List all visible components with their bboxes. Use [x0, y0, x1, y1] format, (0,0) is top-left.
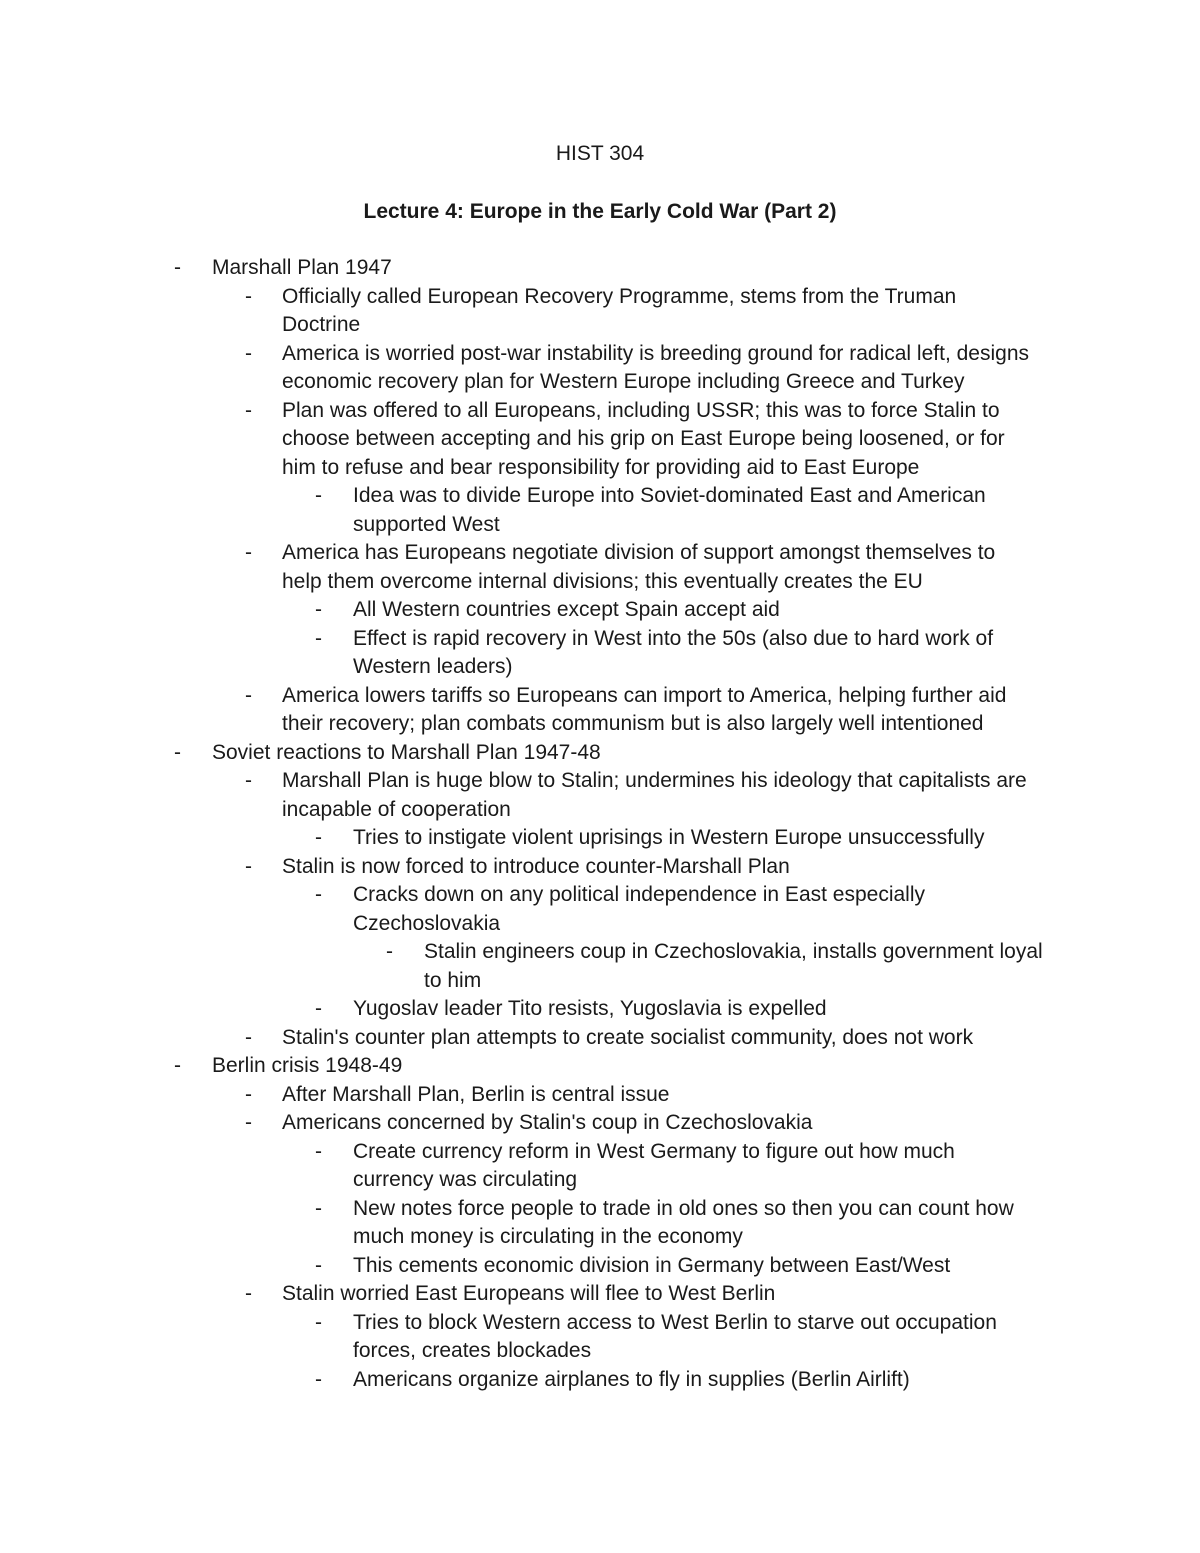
outline-text-line: choose between accepting and his grip on East Europe being loosened, or for	[282, 427, 1005, 450]
outline-item-text	[353, 1138, 1073, 1195]
outline-item-level-2	[0, 1109, 1200, 1138]
lecture-outline	[0, 254, 1200, 1394]
outline-item-text	[282, 853, 1072, 882]
bullet-dash: -	[174, 740, 181, 764]
bullet-dash: -	[245, 541, 252, 564]
outline-item-level-2	[0, 682, 1200, 739]
bullet-dash: -	[315, 1253, 322, 1277]
outline-text-line: Stalin engineers coup in Czechoslovakia, installs government loyal	[424, 940, 1043, 963]
outline-item-text	[353, 482, 1073, 539]
outline-item-text	[353, 881, 1073, 938]
outline-item-level-3	[0, 824, 1200, 853]
bullet-dash: -	[315, 484, 322, 507]
outline-text-line: incapable of cooperation	[282, 797, 511, 821]
bullet-dash: -	[315, 997, 322, 1020]
outline-item-level-2	[0, 1280, 1200, 1309]
outline-item-level-2	[0, 853, 1200, 882]
outline-text-line: Stalin is now forced to introduce counter-Marshall Plan	[282, 854, 790, 878]
bullet-dash: -	[174, 256, 181, 279]
outline-item-level-2	[0, 283, 1200, 340]
outline-text-line: Tries to block Western access to West Berlin to starve out occupation	[353, 1310, 997, 1334]
outline-text-line: Doctrine	[282, 313, 361, 336]
bullet-dash: -	[315, 1139, 322, 1163]
outline-item-level-2	[0, 397, 1200, 483]
outline-text-line: America lowers tariffs so Europeans can import to America, helping further aid	[282, 683, 1007, 707]
bullet-dash: -	[315, 1310, 322, 1334]
outline-item-text	[282, 397, 1072, 483]
outline-item-level-2	[0, 539, 1200, 596]
outline-item-level-3	[0, 1195, 1200, 1252]
outline-item-level-3	[0, 1309, 1200, 1366]
outline-text-line: Berlin crisis 1948-49	[212, 1054, 403, 1077]
outline-item-text	[353, 1366, 1073, 1395]
outline-item-text	[282, 1280, 1072, 1309]
bullet-dash: -	[174, 1054, 181, 1077]
outline-item-text	[282, 1024, 1072, 1053]
outline-item-level-3	[0, 1252, 1200, 1281]
outline-item-text	[353, 596, 1073, 625]
outline-item-text	[353, 824, 1073, 853]
outline-text-line: Cracks down on any political independence in East especially	[353, 883, 926, 906]
outline-item-level-3	[0, 596, 1200, 625]
outline-item-level-4	[0, 938, 1200, 995]
outline-text-line: supported West	[353, 512, 500, 536]
bullet-dash: -	[315, 1196, 322, 1220]
outline-item-text	[353, 995, 1073, 1024]
outline-item-text	[212, 254, 1072, 283]
outline-item-level-3	[0, 1366, 1200, 1395]
outline-text-line: their recovery; plan combats communism but is also largely well intentioned	[282, 712, 984, 735]
outline-item-text	[282, 340, 1072, 397]
bullet-dash: -	[245, 1025, 252, 1049]
outline-item-level-1	[0, 254, 1200, 283]
bullet-dash: -	[315, 626, 322, 650]
outline-text-line: Americans organize airplanes to fly in supplies (Berlin Airlift)	[353, 1367, 910, 1391]
bullet-dash: -	[315, 598, 322, 621]
outline-text-line: Stalin worried East Europeans will flee to West Berlin	[282, 1282, 776, 1305]
outline-item-text	[282, 1109, 1072, 1138]
outline-text-line: America is worried post-war instability is breeding ground for radical left, designs	[282, 341, 1029, 365]
outline-item-level-1	[0, 1052, 1200, 1081]
outline-text-line: currency was circulating	[353, 1168, 578, 1191]
bullet-dash: -	[315, 1367, 322, 1391]
bullet-dash: -	[315, 883, 322, 906]
bullet-dash: -	[245, 769, 252, 792]
outline-text-line: Marshall Plan 1947	[212, 256, 392, 279]
outline-item-text	[353, 1309, 1073, 1366]
outline-text-line: Yugoslav leader Tito resists, Yugoslavia is expelled	[353, 997, 827, 1020]
course-code: HIST 304	[555, 142, 645, 165]
outline-text-line: All Western countries except Spain accept aid	[353, 598, 780, 621]
bullet-dash: -	[245, 1082, 252, 1106]
outline-text-line: After Marshall Plan, Berlin is central issue	[282, 1082, 670, 1106]
outline-item-level-2	[0, 1024, 1200, 1053]
outline-text-line: to him	[424, 968, 482, 992]
outline-item-level-3	[0, 881, 1200, 938]
outline-item-text	[282, 767, 1072, 824]
bullet-dash: -	[245, 398, 252, 422]
outline-text-line: This cements economic division in Germany between East/West	[353, 1253, 951, 1277]
outline-item-level-2	[0, 340, 1200, 397]
outline-text-line: Western leaders)	[353, 655, 513, 678]
outline-item-text	[212, 1052, 1072, 1081]
outline-text-line: Idea was to divide Europe into Soviet-dominated East and American	[353, 484, 986, 507]
outline-item-text	[282, 539, 1072, 596]
outline-text-line: Czechoslovakia	[353, 911, 501, 935]
outline-item-text	[282, 283, 1072, 340]
outline-item-text	[212, 739, 1072, 768]
bullet-dash: -	[245, 683, 252, 707]
outline-text-line: Officially called European Recovery Programme, stems from the Truman	[282, 284, 957, 308]
outline-text-line: help them overcome internal divisions; this eventually creates the EU	[282, 569, 923, 593]
outline-text-line: much money is circulating in the economy	[353, 1225, 743, 1248]
outline-text-line: Plan was offered to all Europeans, including USSR; this was to force Stalin to	[282, 398, 1000, 422]
outline-text-line: Marshall Plan is huge blow to Stalin; undermines his ideology that capitalists are	[282, 769, 1027, 792]
bullet-dash: -	[245, 854, 252, 878]
outline-item-level-3	[0, 482, 1200, 539]
outline-text-line: him to refuse and bear responsibility for providing aid to East Europe	[282, 455, 920, 479]
outline-item-level-3	[0, 625, 1200, 682]
outline-text-line: Americans concerned by Stalin's coup in Czechoslovakia	[282, 1111, 813, 1134]
outline-text-line: Stalin's counter plan attempts to create socialist community, does not work	[282, 1025, 974, 1049]
bullet-dash: -	[245, 341, 252, 365]
outline-item-level-3	[0, 995, 1200, 1024]
outline-item-text	[353, 1195, 1073, 1252]
outline-text-line: Create currency reform in West Germany to figure out how much	[353, 1139, 955, 1163]
bullet-dash: -	[386, 940, 393, 963]
outline-item-text	[282, 1081, 1072, 1110]
bullet-dash: -	[245, 1282, 252, 1305]
outline-item-text	[353, 625, 1073, 682]
outline-text-line: Soviet reactions to Marshall Plan 1947-48	[212, 740, 601, 764]
outline-item-text	[353, 1252, 1073, 1281]
lecture-title: Lecture 4: Europe in the Early Cold War (Part 2)	[363, 200, 837, 223]
outline-text-line: America has Europeans negotiate division of support amongst themselves to	[282, 541, 996, 564]
outline-item-level-2	[0, 1081, 1200, 1110]
outline-text-line: Effect is rapid recovery in West into the 50s (also due to hard work of	[353, 626, 994, 650]
outline-text-line: economic recovery plan for Western Europe including Greece and Turkey	[282, 370, 965, 393]
bullet-dash: -	[315, 826, 322, 849]
outline-text-line: New notes force people to trade in old ones so then you can count how	[353, 1196, 1014, 1220]
bullet-dash: -	[245, 284, 252, 308]
outline-text-line: Tries to instigate violent uprisings in Western Europe unsuccessfully	[353, 826, 985, 849]
outline-text-line: forces, creates blockades	[353, 1339, 592, 1362]
outline-item-text	[282, 682, 1072, 739]
outline-item-text	[424, 938, 1074, 995]
outline-item-level-3	[0, 1138, 1200, 1195]
outline-item-level-1	[0, 739, 1200, 768]
bullet-dash: -	[245, 1111, 252, 1134]
outline-item-level-2	[0, 767, 1200, 824]
